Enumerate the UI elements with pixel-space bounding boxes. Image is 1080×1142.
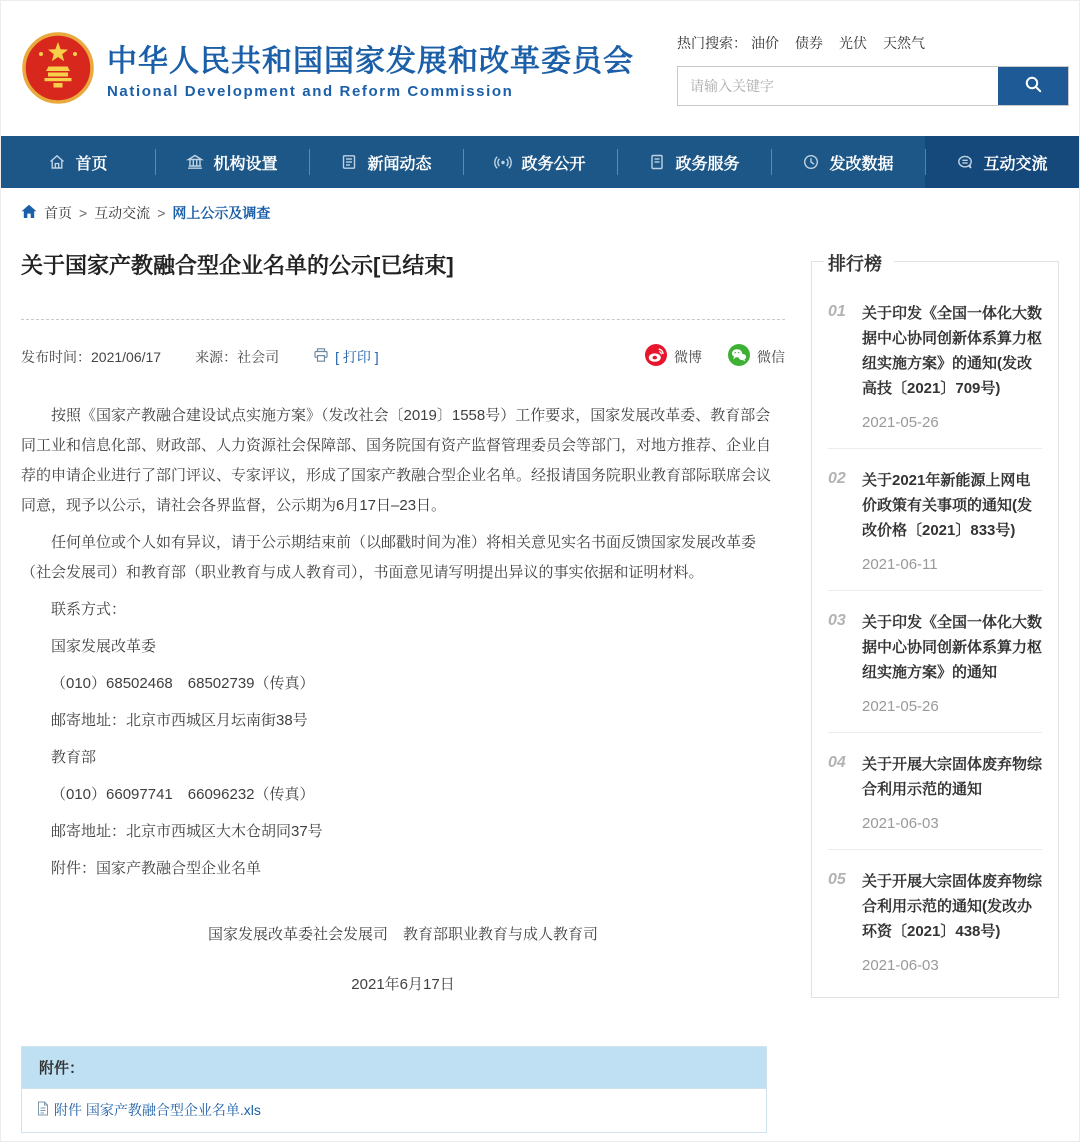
article-body [21,401,785,1000]
file-icon [36,1101,50,1119]
nav-item-ndrc-data[interactable] [771,136,925,188]
contact-line: 联系方式： [51,601,127,618]
ranking-item-link[interactable]: 关于开展大宗固体废弃物综合利用示范的通知 [862,756,1043,798]
breadcrumb [1,188,1079,235]
signature-date: 2021年6月17日 [351,976,455,993]
hot-search-term[interactable]: 天然气 [883,35,925,51]
main-nav [1,136,1079,188]
print-button[interactable]: [ 打印 ] [313,347,379,367]
site-title-en: National Development and Reform Commission [107,82,514,100]
ranking-item-date: 2021-06-03 [862,815,939,832]
paragraph: 任何单位或个人如有异议，请于公示期结束前（以邮戳时间为准）将相关意见实名书面反馈国家发展改革委（社会发展司）和教育部（职业教育与成人教育司），书面意见请写明提出异议的事实依据和证明材料。 [21,534,757,581]
clock-icon [802,153,820,171]
contact-line: （010）68502468 68502739（传真） [51,675,315,692]
share-group [645,344,785,369]
ranking-item-link[interactable]: 关于印发《全国一体化大数据中心协同创新体系算力枢纽实施方案》的通知(发改高技〔2021〕709号) [862,305,1043,397]
rank-number: 01 [828,303,846,320]
nav-item-news[interactable] [309,136,463,188]
attachment-body [22,1088,766,1132]
ranking-item [828,850,1042,991]
nav-item-home[interactable] [1,136,155,188]
search-icon [1024,75,1043,97]
hot-search-term[interactable]: 光伏 [839,35,867,51]
attachment-box [21,1046,767,1133]
article-meta-row [21,320,785,375]
site-brand[interactable] [21,31,634,110]
ranking-list [828,282,1042,991]
search-box [677,66,1069,106]
chat-icon [956,153,974,171]
nav-item-label: 机构设置 [213,155,278,173]
hot-search-term[interactable]: 油价 [751,35,779,51]
article-column [21,235,785,1141]
ranking-box [811,254,1059,998]
ranking-item [828,591,1042,733]
home-icon [48,153,66,171]
national-emblem-logo [21,31,95,110]
nav-item-label: 互动交流 [983,155,1048,173]
site-title-cn: 中华人民共和国国家发展和改革委员会 [107,44,634,78]
printer-icon [313,347,329,366]
weibo-icon [645,344,667,369]
wechat-share-button[interactable]: 微信 [728,344,785,369]
wechat-icon [728,344,750,369]
signature: 国家发展改革委社会发展司 教育部职业教育与成人教育司 [207,926,598,943]
source: 来源： 社会司 [195,348,280,365]
breadcrumb-separator: > [79,205,88,221]
hot-search-row [677,33,1069,53]
ranking-item-link[interactable]: 关于印发《全国一体化大数据中心协同创新体系算力枢纽实施方案》的通知 [862,614,1043,681]
breadcrumb-home[interactable]: 首页 [44,205,72,221]
sidebar [811,235,1059,998]
hot-search-term[interactable]: 债券 [795,35,823,51]
attachment-file-link[interactable]: 附件 国家产教融合型企业名单.xls [36,1100,261,1120]
ranking-item [828,449,1042,591]
nav-item-label: 新闻动态 [367,155,432,173]
ranking-item [828,282,1042,449]
ranking-item-date: 2021-06-03 [862,957,939,974]
contact-line: （010）66097741 66096232（传真） [51,786,315,803]
ranking-item-date: 2021-06-11 [862,556,938,573]
ranking-item-date: 2021-05-26 [862,698,939,715]
nav-item-label: 政务公开 [521,155,586,173]
source-value: 社会司 [237,348,280,365]
news-icon [340,153,358,171]
ranking-item [828,733,1042,850]
search-area [677,27,1069,106]
hot-search-terms [751,35,941,51]
brand-text [107,42,634,100]
nav-item-label: 发改数据 [829,155,894,173]
nav-item-label: 首页 [75,155,108,173]
contact-line: 国家发展改革委 [51,638,157,655]
attachment-header: 附件： [22,1047,766,1088]
contact-line: 邮寄地址：北京市西城区月坛南街38号 [51,712,308,729]
home-icon [21,204,37,222]
search-button[interactable] [998,67,1068,105]
nav-item-gov-services[interactable] [617,136,771,188]
weibo-share-button[interactable]: 微博 [645,344,702,369]
breadcrumb-current: 网上公示及调查 [172,205,271,221]
bank-icon [186,153,204,171]
publish-date: 2021/06/17 [91,348,162,365]
breadcrumb-separator: > [157,205,166,221]
publish-time: 发布时间： 2021/06/17 [21,348,162,365]
broadcast-icon [494,153,512,171]
ranking-title: 排行榜 [824,248,894,278]
search-input[interactable] [678,67,998,105]
contact-line: 邮寄地址：北京市西城区大木仓胡同37号 [51,823,323,840]
document-icon [648,153,666,171]
rank-number: 05 [828,871,846,888]
nav-item-label: 政务服务 [675,155,740,173]
nav-item-interaction[interactable] [925,136,1079,188]
ranking-item-link[interactable]: 关于开展大宗固体废弃物综合利用示范的通知(发改办环资〔2021〕438号) [862,873,1043,940]
nav-item-gov-disclosure[interactable] [463,136,617,188]
site-header [1,1,1079,136]
hot-search-label: 热门搜索： [677,35,747,51]
rank-number: 03 [828,612,846,629]
contact-line: 附件：国家产教融合型企业名单 [51,860,262,877]
paragraph: 按照《国家产教融合建设试点实施方案》（发改社会〔2019〕1558号）工作要求，国家发展改革委、教育部会同工业和信息化部、财政部、人力资源社会保障部、国务院国有资产监督管理委员会等部门，对地方推荐、企业自荐的申请企业进行了部门评议、专家评议，形成了国家产教融合型企业名单。经报请国务院职业教育部际联席会议同意，现予以公示，请社会各界监督，公示期为6月17日–23日。 [21,407,772,514]
rank-number: 02 [828,470,846,487]
article-title: 关于国家产教融合型企业名单的公示[已结束] [21,253,454,278]
content-area [1,235,1079,1141]
contact-line: 教育部 [51,749,97,766]
contact-block [21,595,785,884]
ranking-item-link[interactable]: 关于2021年新能源上网电价政策有关事项的通知(发改价格〔2021〕833号) [862,472,1032,539]
nav-item-organization[interactable] [155,136,309,188]
rank-number: 04 [828,754,846,771]
breadcrumb-interaction[interactable]: 互动交流 [94,205,151,221]
ranking-item-date: 2021-05-26 [862,414,939,431]
